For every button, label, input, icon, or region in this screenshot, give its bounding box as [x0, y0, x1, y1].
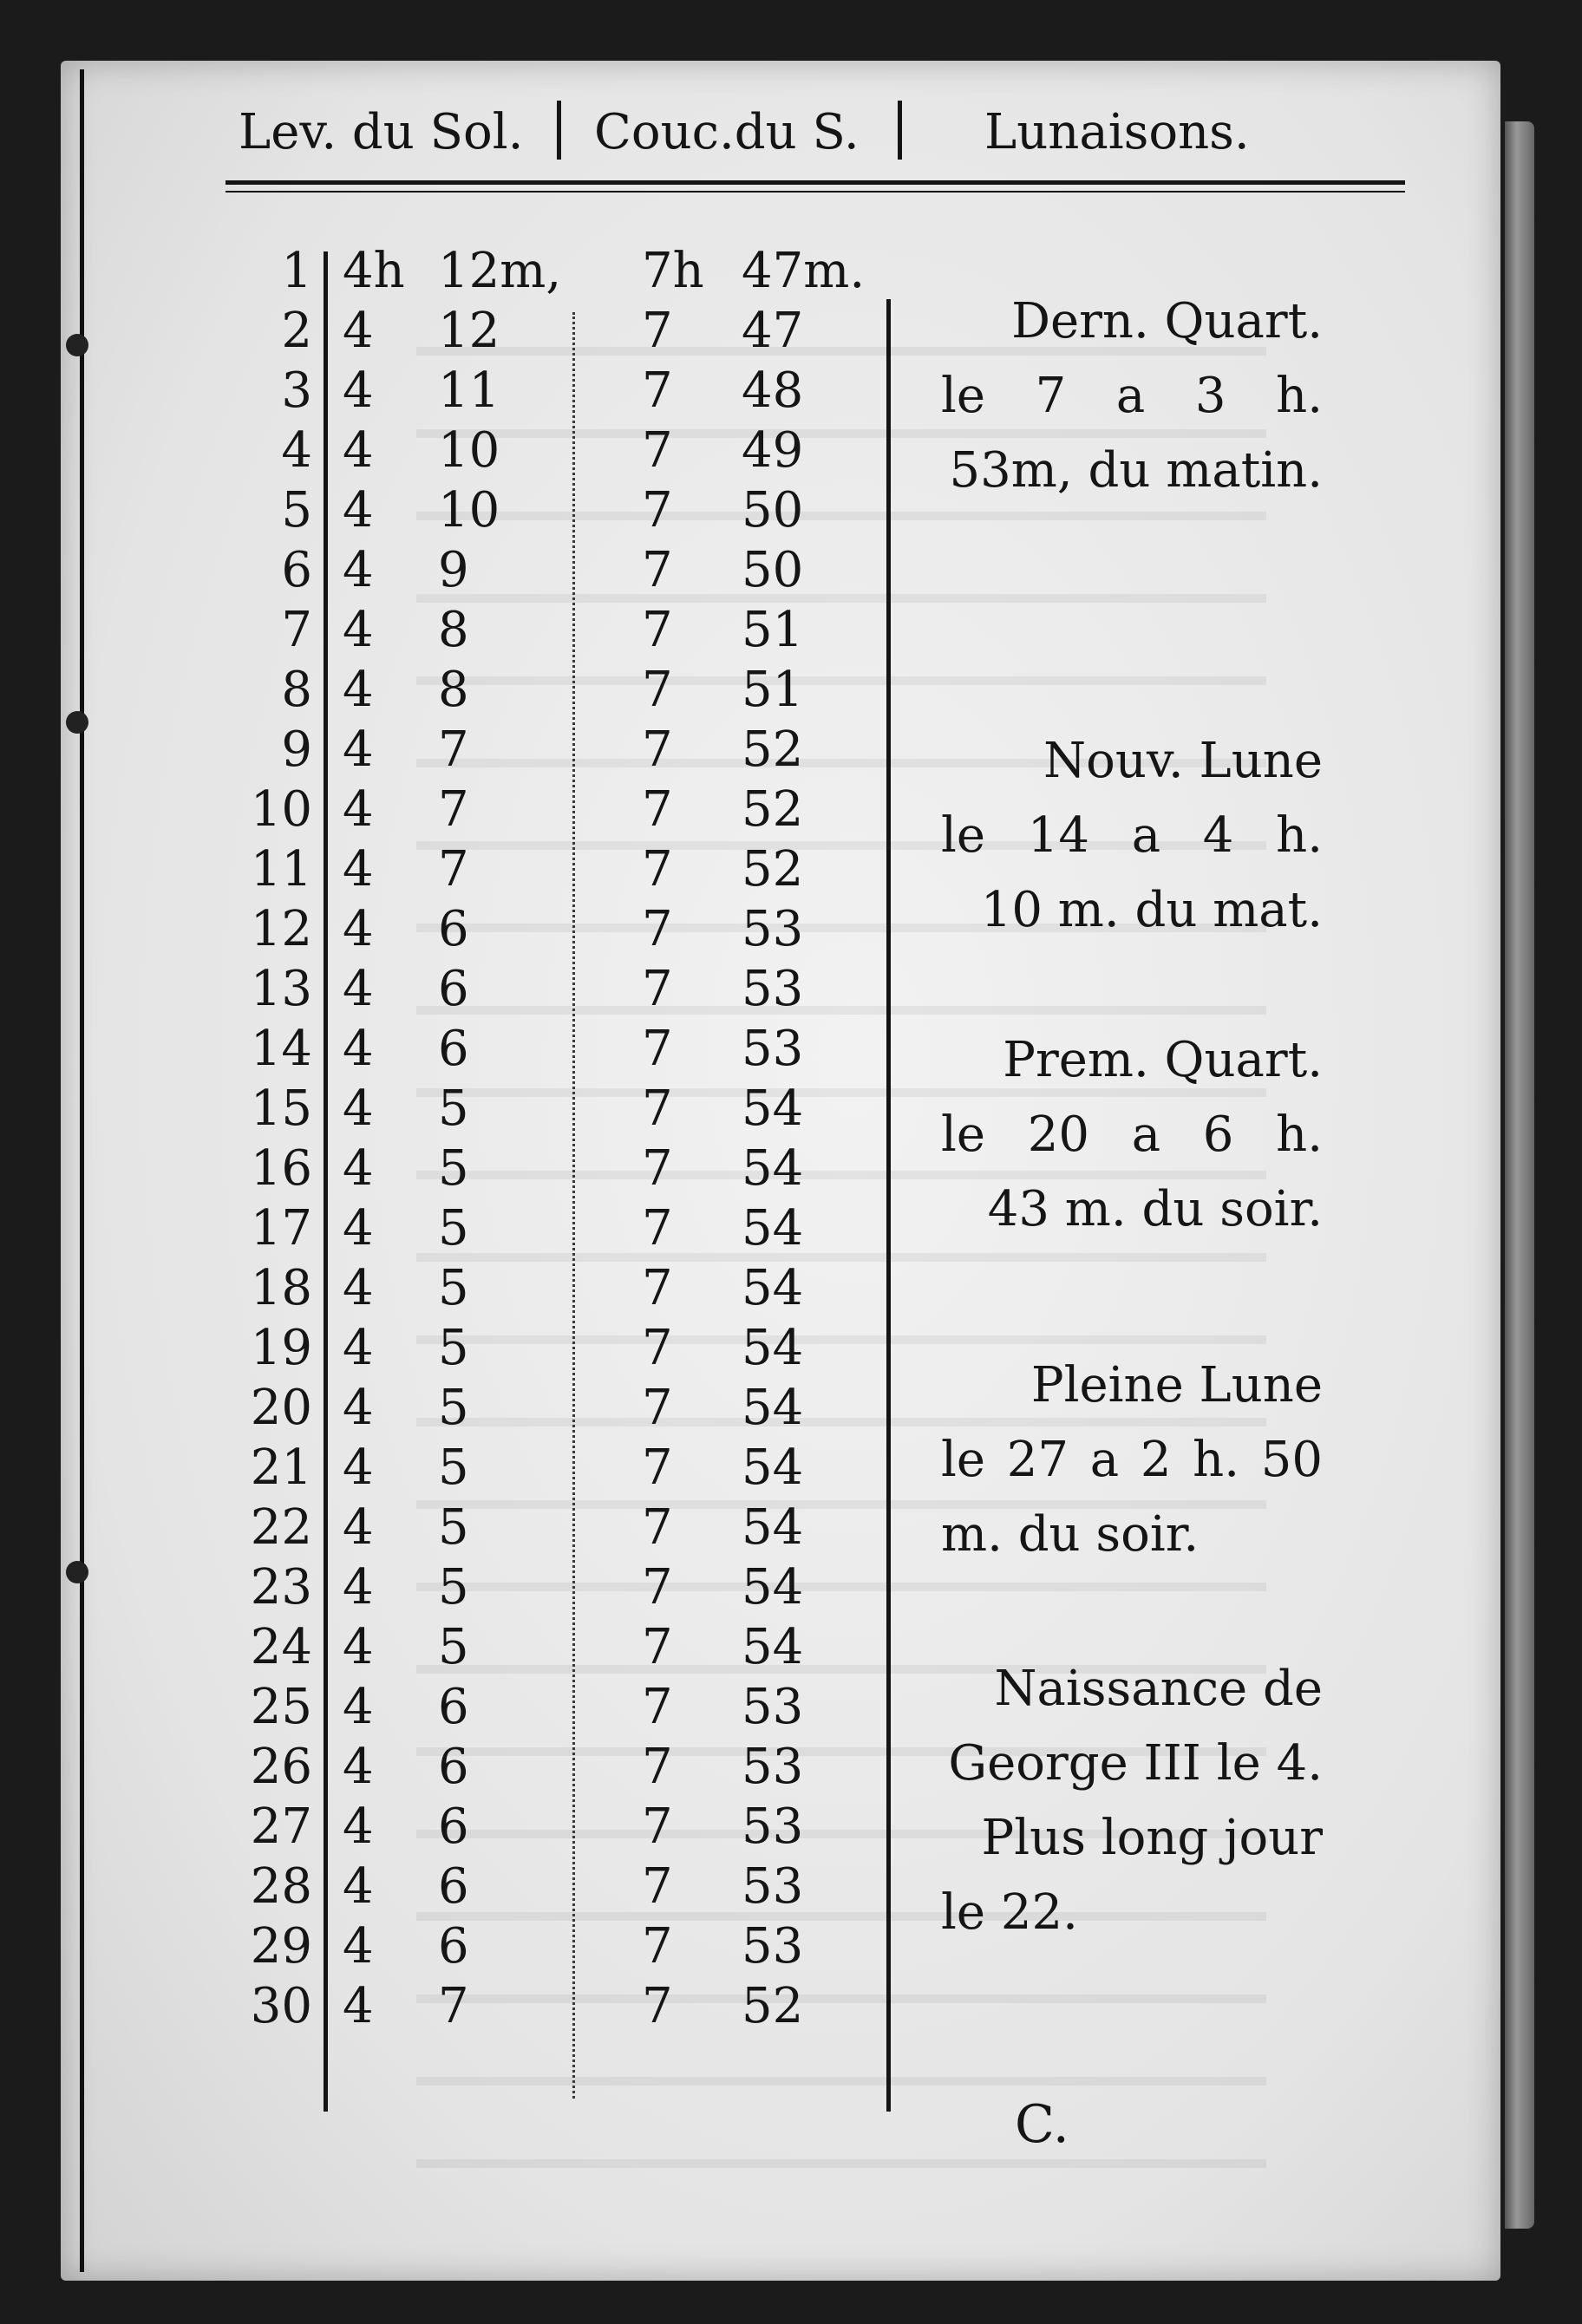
day-number: 1 [281, 243, 312, 299]
page-edge [1505, 121, 1534, 2229]
lunaison-line: 43 m. du soir. [987, 1181, 1323, 1237]
day-number: 19 [250, 1320, 312, 1376]
sunrise-minute: 6 [438, 1739, 469, 1795]
sunrise-minute: 6 [438, 1858, 469, 1915]
sunrise-minute: 12m, [438, 243, 562, 299]
sunset-minute: 53 [742, 901, 804, 957]
sunrise-hour: 4 [343, 1559, 374, 1616]
sunrise-minute: 5 [438, 1080, 469, 1137]
header-separator [898, 101, 902, 160]
day-number: 21 [250, 1439, 312, 1496]
sunrise-hour: 4 [343, 662, 374, 718]
lunaison-line: le 14 a 4 h. [941, 807, 1323, 864]
sunrise-minute: 5 [438, 1380, 469, 1436]
sunset-minute: 52 [742, 841, 804, 898]
sunset-hour: 7 [642, 662, 673, 718]
lunaison-line: le 7 a 3 h. [941, 368, 1323, 424]
sunset-hour: 7 [642, 422, 673, 479]
day-number: 30 [250, 1978, 312, 2034]
sunrise-hour: 4 [343, 901, 374, 957]
sunrise-minute: 5 [438, 1140, 469, 1197]
sunrise-minute: 10 [438, 482, 500, 539]
sunrise-minute: 6 [438, 901, 469, 957]
lunaison-first-quarter [941, 1023, 1323, 1247]
lunaison-line: m. du soir. [941, 1506, 1200, 1563]
day-number: 20 [250, 1380, 312, 1436]
day-number: 16 [250, 1140, 312, 1197]
lunaison-line: Dern. Quart. [1011, 293, 1323, 349]
day-number: 10 [250, 781, 312, 838]
day-number: 2 [281, 303, 312, 359]
sunrise-minute: 10 [438, 422, 500, 479]
sunset-hour: 7 [642, 1260, 673, 1316]
sunset-minute: 53 [742, 1021, 804, 1077]
lunaison-note [941, 1652, 1323, 1950]
header-rule-thin [226, 191, 1405, 193]
day-number: 7 [281, 602, 312, 658]
sunset-hour: 7 [642, 542, 673, 598]
sunrise-minute: 6 [438, 1798, 469, 1855]
sunset-hour: 7 [642, 1140, 673, 1197]
sunset-minute: 54 [742, 1559, 804, 1616]
header-sunset: Couc.du S. [594, 104, 860, 160]
sunrise-hour: 4 [343, 1978, 374, 2034]
signature-mark: C. [1015, 2094, 1069, 2155]
day-number: 15 [250, 1080, 312, 1137]
sunrise-hour: 4 [343, 1439, 374, 1496]
sunset-minute: 54 [742, 1140, 804, 1197]
lunaison-line: 53m, du matin. [949, 442, 1323, 499]
sunrise-hour: 4 [343, 1739, 374, 1795]
day-number: 12 [250, 901, 312, 957]
day-number: 27 [250, 1798, 312, 1855]
sunset-hour: 7 [642, 721, 673, 778]
sunset-hour: 7 [642, 781, 673, 838]
sunrise-minute: 5 [438, 1260, 469, 1316]
sunset-hour: 7h [642, 243, 704, 299]
day-number: 29 [250, 1918, 312, 1975]
day-number: 5 [281, 482, 312, 539]
sunrise-minute: 5 [438, 1499, 469, 1556]
sunrise-hour: 4 [343, 1200, 374, 1257]
sunset-hour: 7 [642, 602, 673, 658]
sunrise-hour: 4 [343, 1619, 374, 1675]
sunset-minute: 47 [742, 303, 804, 359]
sunrise-minute: 7 [438, 1978, 469, 2034]
day-number: 22 [250, 1499, 312, 1556]
sunset-hour: 7 [642, 841, 673, 898]
sunrise-hour: 4 [343, 841, 374, 898]
day-number: 24 [250, 1619, 312, 1675]
sunset-hour: 7 [642, 901, 673, 957]
sunrise-hour: 4 [343, 1380, 374, 1436]
sunrise-hour: 4 [343, 1021, 374, 1077]
note-line: George III le 4. [948, 1735, 1323, 1792]
sunset-minute: 52 [742, 721, 804, 778]
sunrise-hour: 4h [343, 243, 405, 299]
sunset-minute: 53 [742, 1858, 804, 1915]
sunset-minute: 52 [742, 781, 804, 838]
sunset-minute: 54 [742, 1499, 804, 1556]
lunaison-line: Prem. Quart. [1003, 1032, 1323, 1088]
sunrise-hour: 4 [343, 422, 374, 479]
day-number: 28 [250, 1858, 312, 1915]
sunrise-hour: 4 [343, 1320, 374, 1376]
sunset-hour: 7 [642, 303, 673, 359]
day-number: 17 [250, 1200, 312, 1257]
sunset-hour: 7 [642, 482, 673, 539]
sunset-minute: 54 [742, 1619, 804, 1675]
sunrise-hour: 4 [343, 721, 374, 778]
sunset-hour: 7 [642, 1619, 673, 1675]
sunrise-hour: 4 [343, 1080, 374, 1137]
sunset-minute: 53 [742, 961, 804, 1017]
sunset-minute: 54 [742, 1260, 804, 1316]
sunrise-minute: 5 [438, 1439, 469, 1496]
header-sunrise: Lev. du Sol. [239, 104, 524, 160]
lunaison-line: le 20 a 6 h. [941, 1107, 1323, 1163]
sunrise-hour: 4 [343, 961, 374, 1017]
sunset-minute: 53 [742, 1739, 804, 1795]
table-row [0, 1971, 867, 2042]
header-lunaisons: Lunaisons. [984, 104, 1250, 160]
note-line: Naissance de [994, 1661, 1323, 1717]
sunrise-hour: 4 [343, 482, 374, 539]
sunset-hour: 7 [642, 1798, 673, 1855]
sunset-minute: 54 [742, 1380, 804, 1436]
sunrise-hour: 4 [343, 1499, 374, 1556]
sunrise-hour: 4 [343, 1679, 374, 1735]
sunrise-hour: 4 [343, 602, 374, 658]
sunrise-minute: 5 [438, 1559, 469, 1616]
day-number: 6 [281, 542, 312, 598]
day-number: 26 [250, 1739, 312, 1795]
day-number: 4 [281, 422, 312, 479]
note-line: le 22. [941, 1884, 1078, 1941]
header-separator [557, 101, 561, 160]
sunset-minute: 54 [742, 1200, 804, 1257]
sunset-hour: 7 [642, 1320, 673, 1376]
sunset-hour: 7 [642, 1021, 673, 1077]
sunset-hour: 7 [642, 1679, 673, 1735]
sunset-minute: 47m. [742, 243, 866, 299]
day-number: 23 [250, 1559, 312, 1616]
lunaison-line: 10 m. du mat. [980, 882, 1323, 938]
sunrise-minute: 6 [438, 1021, 469, 1077]
sunset-hour: 7 [642, 1858, 673, 1915]
sunset-minute: 53 [742, 1679, 804, 1735]
sunrise-hour: 4 [343, 1918, 374, 1975]
sunrise-minute: 7 [438, 721, 469, 778]
lunaison-line: Pleine Lune [1030, 1357, 1323, 1413]
sunrise-minute: 6 [438, 961, 469, 1017]
sunrise-minute: 6 [438, 1679, 469, 1735]
sunrise-hour: 4 [343, 1858, 374, 1915]
sunset-hour: 7 [642, 1559, 673, 1616]
day-number: 9 [281, 721, 312, 778]
sunset-minute: 50 [742, 482, 804, 539]
sunset-hour: 7 [642, 1918, 673, 1975]
day-number: 18 [250, 1260, 312, 1316]
sunrise-minute: 12 [438, 303, 500, 359]
sunrise-minute: 11 [438, 362, 500, 419]
day-number: 11 [250, 841, 312, 898]
sunrise-minute: 6 [438, 1918, 469, 1975]
sunrise-minute: 5 [438, 1320, 469, 1376]
lunaison-line: le 27 a 2 h. 50 [941, 1432, 1323, 1488]
sunrise-hour: 4 [343, 1260, 374, 1316]
sunrise-hour: 4 [343, 1798, 374, 1855]
sunset-hour: 7 [642, 1978, 673, 2034]
sunset-hour: 7 [642, 362, 673, 419]
lunaison-line: Nouv. Lune [1043, 733, 1323, 789]
sunset-hour: 7 [642, 1739, 673, 1795]
day-number: 14 [250, 1021, 312, 1077]
sunset-minute: 53 [742, 1918, 804, 1975]
day-number: 25 [250, 1679, 312, 1735]
day-number: 3 [281, 362, 312, 419]
sunrise-minute: 5 [438, 1200, 469, 1257]
sunset-hour: 7 [642, 1380, 673, 1436]
sunrise-hour: 4 [343, 362, 374, 419]
lunaison-last-quarter [941, 284, 1323, 508]
sunset-hour: 7 [642, 1499, 673, 1556]
sunrise-hour: 4 [343, 1140, 374, 1197]
sunrise-minute: 5 [438, 1619, 469, 1675]
sunset-minute: 51 [742, 662, 804, 718]
sunrise-minute: 8 [438, 602, 469, 658]
sunset-hour: 7 [642, 1200, 673, 1257]
sunrise-minute: 9 [438, 542, 469, 598]
sunset-minute: 48 [742, 362, 804, 419]
lunaison-new-moon [941, 724, 1323, 948]
lunaison-full-moon [941, 1348, 1323, 1572]
sunrise-hour: 4 [343, 542, 374, 598]
note-line: Plus long jour [981, 1810, 1323, 1866]
column-rule-moon [886, 299, 891, 2112]
table-header [130, 52, 1327, 191]
sunset-hour: 7 [642, 1439, 673, 1496]
header-rule [226, 180, 1405, 185]
sunset-minute: 54 [742, 1080, 804, 1137]
day-number: 13 [250, 961, 312, 1017]
sunrise-hour: 4 [343, 781, 374, 838]
sunset-minute: 49 [742, 422, 804, 479]
sunset-hour: 7 [642, 1080, 673, 1137]
sunset-minute: 54 [742, 1320, 804, 1376]
sunset-minute: 54 [742, 1439, 804, 1496]
sunset-hour: 7 [642, 961, 673, 1017]
sunrise-hour: 4 [343, 303, 374, 359]
day-number: 8 [281, 662, 312, 718]
sunrise-minute: 8 [438, 662, 469, 718]
sunset-minute: 53 [742, 1798, 804, 1855]
sunset-minute: 51 [742, 602, 804, 658]
sunrise-minute: 7 [438, 841, 469, 898]
sunset-minute: 50 [742, 542, 804, 598]
sunset-minute: 52 [742, 1978, 804, 2034]
sunrise-minute: 7 [438, 781, 469, 838]
